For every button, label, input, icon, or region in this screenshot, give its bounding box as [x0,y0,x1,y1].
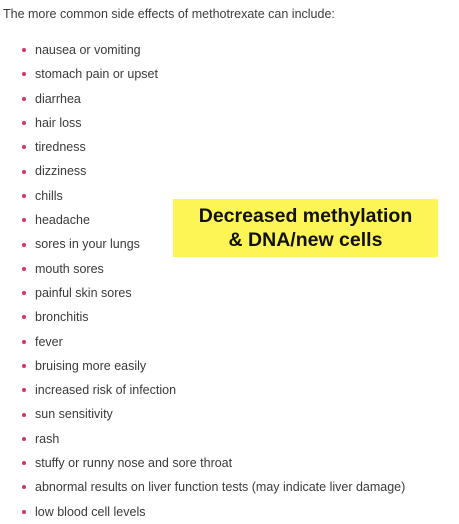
list-item-text: chills [35,188,63,203]
list-item-text: stuffy or runny nose and sore throat [35,456,233,471]
list-item-text: sun sensitivity [35,407,113,422]
bullet-icon [22,485,26,489]
bullet-icon [22,243,26,247]
list-item-text: headache [35,213,90,228]
highlight-annotation [173,199,438,257]
list-item-text: dizziness [35,164,87,179]
bullet-icon [22,437,26,441]
bullet-icon [22,194,26,198]
bullet-icon [22,510,26,514]
annotation-line-1: Decreased methylation [198,205,413,227]
annotation-line-2: & DNA/new cells [228,229,383,251]
list-item-text: low blood cell levels [35,504,146,519]
list-item-text: increased risk of infection [35,383,177,398]
bullet-icon [22,461,26,465]
bullet-icon [22,97,26,101]
list-item-text: rash [35,431,60,446]
bullet-icon [22,170,26,174]
list-item-text: stomach pain or upset [35,67,158,82]
list-item-text: diarrhea [35,91,81,106]
bullet-icon [22,145,26,149]
bullet-icon [22,72,26,76]
bullet-icon [22,315,26,319]
bullet-icon [22,388,26,392]
bullet-icon [22,364,26,368]
list-item-text: hair loss [35,115,82,130]
bullet-icon [22,413,26,417]
list-item-text: fever [35,334,63,349]
list-item-text: abnormal results on liver function tests (may indicate liver damage) [35,480,406,495]
bullet-icon [22,340,26,344]
list-item-text: bruising more easily [35,358,147,373]
intro-text: The more common side effects of methotrexate can include: [3,7,335,21]
bullet-icon [22,267,26,271]
list-item-text: mouth sores [35,261,104,276]
bullet-icon [22,291,26,295]
bullet-icon [22,121,26,125]
bullet-icon [22,218,26,222]
list-item-text: tiredness [35,140,86,155]
list-item-text: nausea or vomiting [35,43,141,57]
list-item-text: sores in your lungs [35,237,140,252]
bullet-icon [22,48,26,52]
list-item-text: painful skin sores [35,285,132,300]
list-item-text: bronchitis [35,310,89,325]
